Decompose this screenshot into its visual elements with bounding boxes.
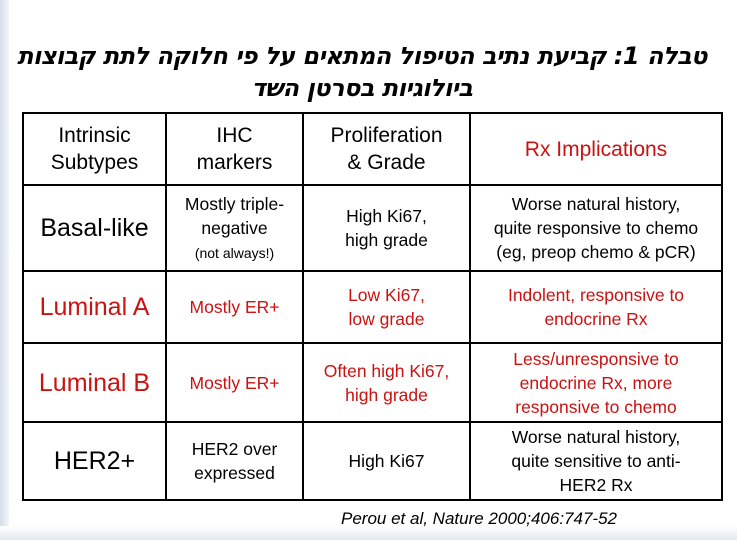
table-row	[23, 343, 722, 422]
header-line: Rx Implications	[524, 137, 668, 161]
rx-cell	[470, 185, 722, 271]
header-ihc-markers	[166, 113, 303, 185]
table-row	[23, 271, 722, 343]
cell-line: High Ki67,	[346, 206, 427, 226]
cell-line: Often high Ki67,	[323, 360, 450, 381]
cell-line-note: (not always!)	[194, 245, 275, 261]
table-title	[12, 40, 712, 104]
left-decorative-band	[0, 0, 9, 540]
cell-line: quite responsive to chemo	[493, 218, 699, 238]
cell-line: Mostly triple-	[184, 194, 285, 214]
header-line: Intrinsic	[58, 124, 131, 147]
ihc-cell	[166, 422, 303, 500]
header-line: & Grade	[347, 151, 426, 174]
rx-cell	[470, 343, 722, 422]
proliferation-cell	[303, 185, 470, 271]
cell-line: negative	[201, 218, 268, 238]
cell-line: high grade	[345, 384, 428, 405]
header-intrinsic-subtypes	[23, 113, 166, 185]
cell-line: endocrine Rx, more	[519, 372, 673, 393]
cell-line: HER2 over	[191, 439, 278, 459]
cell-line: Mostly ER+	[189, 372, 280, 393]
header-line: Proliferation	[330, 124, 443, 147]
proliferation-cell	[303, 422, 470, 500]
table-header-row	[23, 113, 722, 185]
cell-line: Less/unresponsive to	[513, 348, 679, 369]
cell-line: Worse natural history,	[511, 427, 681, 447]
citation: Perou et al, Nature 2000;406:747-52	[341, 509, 617, 528]
cell-line: Low Ki67,	[348, 285, 425, 305]
subtype-cell: Luminal A	[23, 271, 166, 343]
title-line-1: טבלה 1: קביעת נתיב הטיפול המתאים על פי חלוקה לתת קבוצות	[17, 42, 707, 70]
cell-line: expressed	[194, 463, 275, 483]
subtype-cell: Luminal B	[23, 343, 166, 422]
header-line: markers	[196, 151, 273, 174]
cell-line: Worse natural history,	[511, 194, 681, 214]
header-line: Subtypes	[50, 151, 139, 174]
cell-line: low grade	[348, 309, 425, 329]
header-line: IHC	[216, 124, 253, 147]
table-row	[23, 422, 722, 500]
ihc-cell	[166, 271, 303, 343]
cell-line: high grade	[345, 230, 428, 250]
rx-cell	[470, 422, 722, 500]
ihc-cell	[166, 343, 303, 422]
cell-line: responsive to chemo	[515, 396, 677, 417]
cell-line: (eg, preop chemo & pCR)	[496, 242, 696, 262]
header-rx-implications	[470, 113, 722, 185]
title-line-2: ביולוגיות בסרטן השד	[251, 74, 473, 102]
ihc-cell	[166, 185, 303, 271]
cell-line: High Ki67	[348, 451, 425, 471]
header-proliferation-grade	[303, 113, 470, 185]
subtype-cell: Basal-like	[23, 185, 166, 271]
rx-cell	[470, 271, 722, 343]
subtype-cell: HER2+	[23, 422, 166, 500]
subtypes-table	[22, 112, 723, 501]
cell-line: Indolent, responsive to	[507, 285, 685, 305]
cell-line: quite sensitive to anti-	[511, 451, 681, 471]
proliferation-cell	[303, 343, 470, 422]
table-row	[23, 185, 722, 271]
proliferation-cell	[303, 271, 470, 343]
cell-line: HER2 Rx	[559, 475, 633, 495]
cell-line: endocrine Rx	[544, 309, 648, 329]
cell-line: Mostly ER+	[189, 297, 280, 317]
